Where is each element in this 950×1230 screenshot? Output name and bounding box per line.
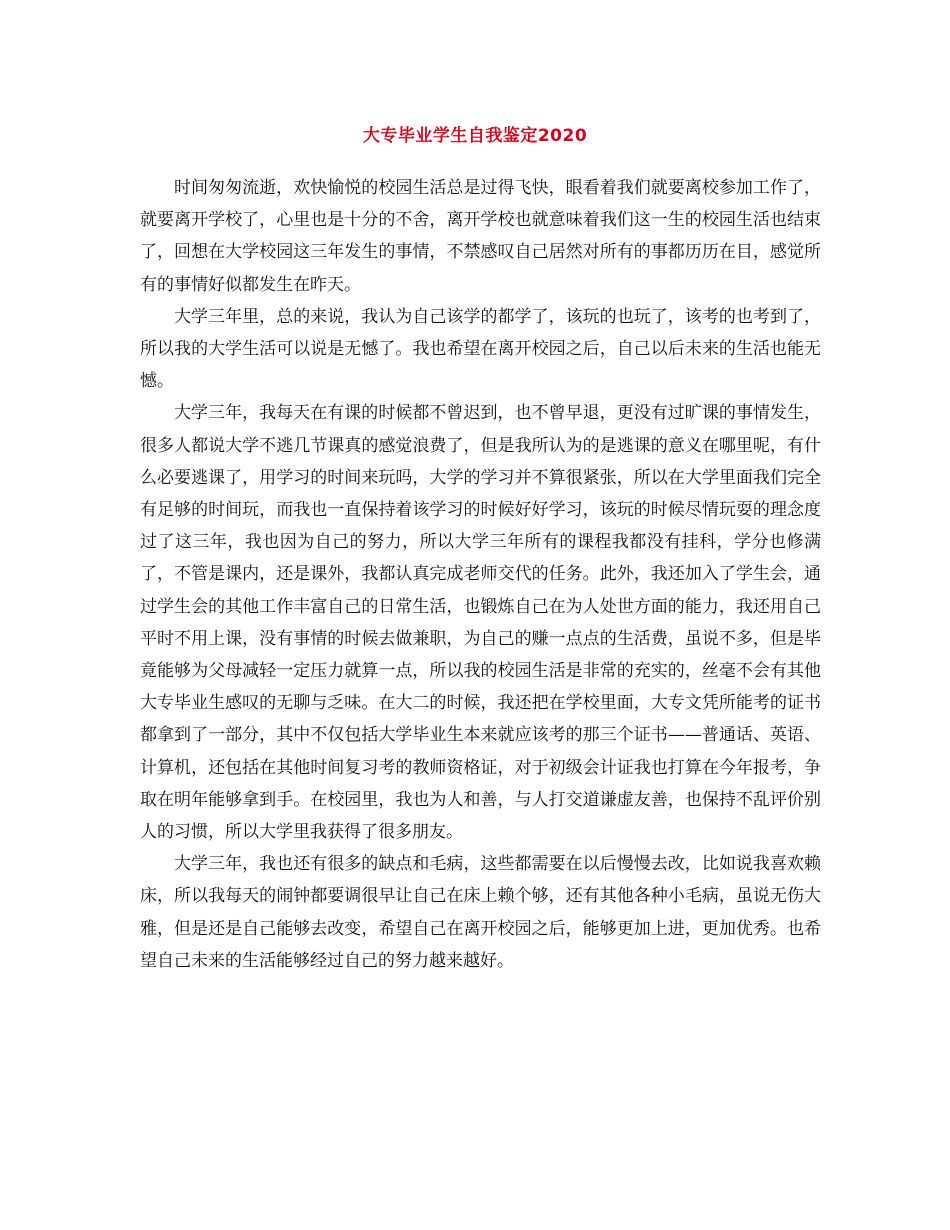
paragraph-3: 大学三年，我每天在有课的时候都不曾迟到，也不曾早退，更没有过旷课的事情发生，很多人都说大学不逃几节课真的感觉浪费了，但是我所认为的是逃课的意义在哪里呢，有什么必要逃课了，用学习的时间来玩吗，大学的学习并不算很紧张，所以在大学里面我们完全有足够的时间玩，而我也一直保持着该学习的时候好好学习，该玩的时候尽情玩耍的理念度过了这三年，我也因为自己的努力，所以大学三年所有的课程我都没有挂科，学分也修满了，不管是课内，还是课外，我都认真完成老师交代的任务。此外，我还加入了学生会，通过学生会的其他工作丰富自己的日常生活，也锻炼自己在为人处世方面的能力，我还用自己平时不用上课，没有事情的时候去做兼职，为自己的赚一点点的生活费，虽说不多，但是毕竟能够为父母减轻一定压力就算一点，所以我的校园生活是非常的充实的，丝毫不会有其他大专毕业生感叹的无聊与乏味。在大二的时候，我还把在学校里面，大专文凭所能考的证书都拿到了一部分，其中不仅包括大学毕业生本来就应该考的那三个证书——普通话、英语、计算机，还包括在其他时间复习考的教师资格证，对于初级会计证我也打算在今年报考，争取在明年能够拿到手。在校园里，我也为人和善，与人打交道谦虚友善，也保持不乱评价别人的习惯，所以大学里我获得了很多朋友。 bbox=[140, 403, 821, 843]
paragraph-4: 大学三年，我也还有很多的缺点和毛病，这些都需要在以后慢慢去改，比如说我喜欢赖床，所以我每天的闹钟都要调很早让自己在床上赖个够，还有其他各种小毛病，虽说无伤大雅，但是还是自己能够去改变，希望自己在离开校园之后，能够更加上进，更加优秀。也希望自己未来的生活能够经过自己的努力越来越好。 bbox=[140, 854, 821, 971]
paragraph-1: 时间匆匆流逝，欢快愉悦的校园生活总是过得飞快，眼看着我们就要离校参加工作了，就要离开学校了，心里也是十分的不舍，离开学校也就意味着我们这一生的校园生活也结束了，回想在大学校园这三年发生的事情，不禁感叹自己居然对所有的事都历历在目，感觉所有的事情好似都发生在昨天。 bbox=[140, 178, 821, 295]
document-body bbox=[140, 172, 821, 977]
document-title: 大专毕业学生自我鉴定2020 bbox=[362, 126, 588, 146]
paragraph-2: 大学三年里，总的来说，我认为自己该学的都学了，该玩的也玩了，该考的也考到了，所以我的大学生活可以说是无憾了。我也希望在离开校园之后，自己以后未来的生活也能无憾。 bbox=[140, 306, 821, 392]
